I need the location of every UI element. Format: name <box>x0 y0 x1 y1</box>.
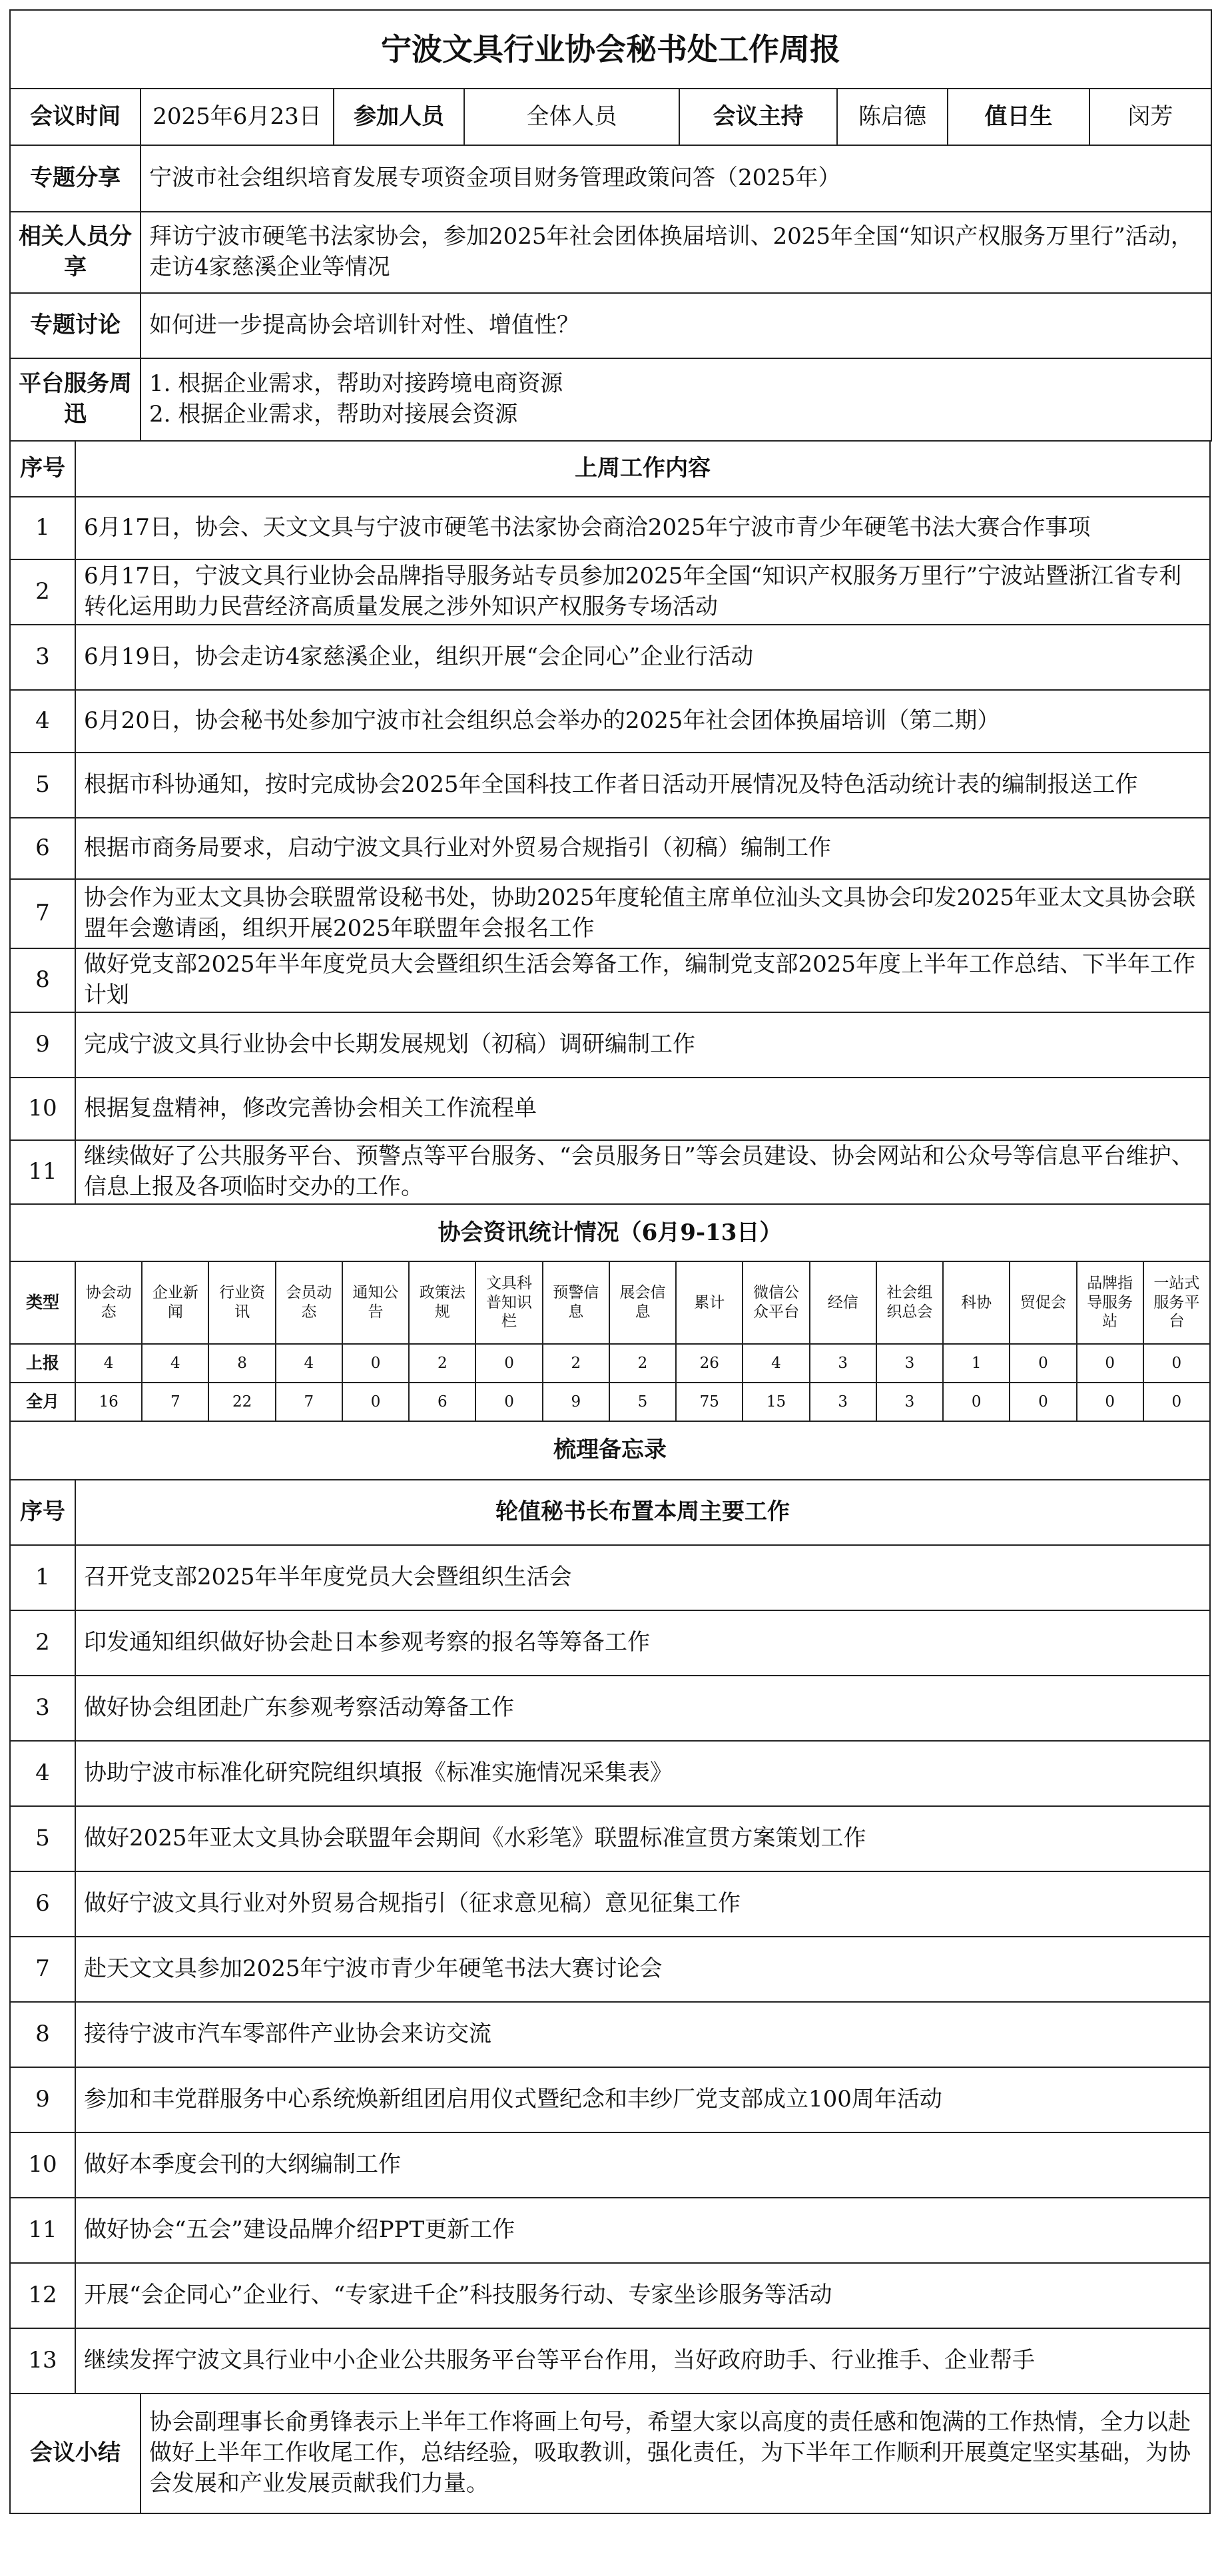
memo-row <box>10 1937 1210 2002</box>
stats-cell: 75 <box>676 1383 743 1421</box>
topic-discuss-value: 如何进一步提高协会培训针对性、增值性？ <box>141 293 1211 358</box>
last-week-row-text: 根据市科协通知，按时完成协会2025年全国科技工作者日活动开展情况及特色活动统计表的编制报送工作 <box>75 753 1210 818</box>
last-week-row <box>10 753 1210 818</box>
stats-row-label: 上报 <box>10 1344 75 1383</box>
last-week-row <box>10 1078 1210 1140</box>
stats-column-header: 展会信息 <box>609 1261 676 1344</box>
memo-row-number: 10 <box>10 2132 75 2198</box>
stats-cell: 0 <box>475 1383 542 1421</box>
stats-cell: 3 <box>810 1344 876 1383</box>
memo-row-number: 2 <box>10 1610 75 1676</box>
memo-table <box>9 1421 1211 2394</box>
weekly-report-sheet <box>9 9 1211 2514</box>
stats-cell: 0 <box>1143 1344 1210 1383</box>
header-table <box>9 9 1212 442</box>
memo-row-text: 召开党支部2025年半年度党员大会暨组织生活会 <box>75 1545 1210 1610</box>
duty-label: 值日生 <box>948 89 1089 145</box>
stats-cell: 0 <box>943 1383 1010 1421</box>
stats-title: 协会资讯统计情况（6月9-13日） <box>10 1204 1210 1261</box>
host-label: 会议主持 <box>679 89 837 145</box>
stats-column-header: 企业新闻 <box>142 1261 208 1344</box>
last-week-table <box>9 440 1211 1205</box>
stats-cell: 2 <box>609 1344 676 1383</box>
memo-row-text: 做好协会组团赴广东参观考察活动筹备工作 <box>75 1676 1210 1741</box>
memo-row <box>10 1545 1210 1610</box>
last-week-row-number: 5 <box>10 753 75 818</box>
memo-seq-header: 序号 <box>10 1480 75 1545</box>
last-week-row-number: 6 <box>10 818 75 879</box>
memo-row-number: 11 <box>10 2198 75 2263</box>
stats-cell: 0 <box>1010 1383 1076 1421</box>
stats-cell: 4 <box>142 1344 208 1383</box>
last-week-row-number: 9 <box>10 1012 75 1078</box>
stats-cell: 0 <box>475 1344 542 1383</box>
stats-column-header: 预警信息 <box>543 1261 609 1344</box>
memo-row-text: 赴天文文具参加2025年宁波市青少年硬笔书法大赛讨论会 <box>75 1937 1210 2002</box>
memo-row-text: 做好宁波文具行业对外贸易合规指引（征求意见稿）意见征集工作 <box>75 1871 1210 1937</box>
stats-cell: 7 <box>276 1383 342 1421</box>
stats-column-header: 通知公告 <box>342 1261 409 1344</box>
memo-row <box>10 2328 1210 2394</box>
stats-column-header: 品牌指导服务站 <box>1077 1261 1143 1344</box>
memo-row <box>10 1610 1210 1676</box>
stats-column-header: 贸促会 <box>1010 1261 1076 1344</box>
memo-row-number: 7 <box>10 1937 75 2002</box>
stats-cell: 26 <box>676 1344 743 1383</box>
stats-column-header: 行业资讯 <box>208 1261 275 1344</box>
last-week-row <box>10 948 1210 1012</box>
last-week-row <box>10 818 1210 879</box>
last-week-row-text: 6月20日，协会秘书处参加宁波市社会组织总会举办的2025年社会团体换届培训（第二期） <box>75 690 1210 753</box>
stats-row-label: 全月 <box>10 1383 75 1421</box>
stats-column-header: 微信公众平台 <box>743 1261 809 1344</box>
last-week-row <box>10 690 1210 753</box>
memo-row-number: 4 <box>10 1741 75 1806</box>
memo-row-number: 9 <box>10 2067 75 2132</box>
last-week-row-number: 4 <box>10 690 75 753</box>
staff-share-value: 拜访宁波市硬笔书法家协会，参加2025年社会团体换届培训、2025年全国“知识产权服务万里行”活动，走访4家慈溪企业等情况 <box>141 212 1211 293</box>
memo-row-number: 5 <box>10 1806 75 1871</box>
memo-row <box>10 1871 1210 1937</box>
stats-cell: 22 <box>208 1383 275 1421</box>
participants-value: 全体人员 <box>464 89 679 145</box>
memo-row-number: 12 <box>10 2263 75 2328</box>
memo-row <box>10 1741 1210 1806</box>
stats-cell: 16 <box>75 1383 142 1421</box>
stats-cell: 8 <box>208 1344 275 1383</box>
memo-row-text: 做好2025年亚太文具协会联盟年会期间《水彩笔》联盟标准宣贯方案策划工作 <box>75 1806 1210 1871</box>
memo-row-number: 3 <box>10 1676 75 1741</box>
last-week-row-text: 协会作为亚太文具协会联盟常设秘书处，协助2025年度轮值主席单位汕头文具协会印发2025年亚太文具协会联盟年会邀请函，组织开展2025年联盟年会报名工作 <box>75 879 1210 948</box>
stats-cell: 4 <box>75 1344 142 1383</box>
stats-column-header: 科协 <box>943 1261 1010 1344</box>
memo-row-text: 参加和丰党群服务中心系统焕新组团启用仪式暨纪念和丰纱厂党支部成立100周年活动 <box>75 2067 1210 2132</box>
stats-column-header: 会员动态 <box>276 1261 342 1344</box>
summary-table <box>9 2393 1211 2514</box>
last-week-seq-header: 序号 <box>10 441 75 497</box>
last-week-row-text: 根据复盘精神，修改完善协会相关工作流程单 <box>75 1078 1210 1140</box>
last-week-row <box>10 559 1210 625</box>
last-week-row <box>10 1012 1210 1078</box>
last-week-row-number: 10 <box>10 1078 75 1140</box>
topic-discuss-label: 专题讨论 <box>10 293 141 358</box>
memo-row <box>10 2067 1210 2132</box>
last-week-row <box>10 497 1210 559</box>
topic-share-value: 宁波市社会组织培育发展专项资金项目财务管理政策问答（2025年） <box>141 145 1211 212</box>
topic-share-label: 专题分享 <box>10 145 141 212</box>
memo-row-text: 做好本季度会刊的大纲编制工作 <box>75 2132 1210 2198</box>
last-week-header: 上周工作内容 <box>75 441 1210 497</box>
last-week-row-number: 7 <box>10 879 75 948</box>
stats-cell: 2 <box>543 1344 609 1383</box>
stats-table <box>9 1203 1211 1422</box>
stats-cell: 0 <box>1077 1383 1143 1421</box>
report-title: 宁波文具行业协会秘书处工作周报 <box>10 10 1211 89</box>
memo-row <box>10 1676 1210 1741</box>
stats-cell: 6 <box>409 1383 475 1421</box>
stats-cell: 15 <box>743 1383 809 1421</box>
stats-column-header: 协会动态 <box>75 1261 142 1344</box>
last-week-row-text: 6月19日，协会走访4家慈溪企业，组织开展“会企同心”企业行活动 <box>75 625 1210 690</box>
memo-row-text: 继续发挥宁波文具行业中小企业公共服务平台等平台作用，当好政府助手、行业推手、企业帮手 <box>75 2328 1210 2394</box>
last-week-row-text: 根据市商务局要求，启动宁波文具行业对外贸易合规指引（初稿）编制工作 <box>75 818 1210 879</box>
platform-service-item: 1. 根据企业需求，帮助对接跨境电商资源 <box>149 370 563 398</box>
duty-value: 闵芳 <box>1089 89 1211 145</box>
stats-cell: 4 <box>743 1344 809 1383</box>
memo-row <box>10 2002 1210 2067</box>
stats-cell: 3 <box>810 1383 876 1421</box>
platform-service-list <box>141 358 1211 441</box>
memo-row <box>10 2132 1210 2198</box>
stats-cell: 0 <box>342 1383 409 1421</box>
last-week-row-text: 6月17日，宁波文具行业协会品牌指导服务站专员参加2025年全国“知识产权服务万里行”宁波站暨浙江省专利转化运用助力民营经济高质量发展之涉外知识产权服务专场活动 <box>75 559 1210 625</box>
stats-cell: 4 <box>276 1344 342 1383</box>
memo-title: 梳理备忘录 <box>10 1421 1210 1480</box>
memo-row-number: 8 <box>10 2002 75 2067</box>
memo-row-text: 协助宁波市标准化研究院组织填报《标准实施情况采集表》 <box>75 1741 1210 1806</box>
stats-cell: 3 <box>876 1383 943 1421</box>
stats-cell: 0 <box>1143 1383 1210 1421</box>
stats-column-header: 经信 <box>810 1261 876 1344</box>
last-week-row-number: 1 <box>10 497 75 559</box>
stats-column-header: 政策法规 <box>409 1261 475 1344</box>
stats-type-label: 类型 <box>10 1261 75 1344</box>
participants-label: 参加人员 <box>334 89 464 145</box>
last-week-row-number: 11 <box>10 1140 75 1204</box>
memo-header: 轮值秘书长布置本周主要工作 <box>75 1480 1210 1545</box>
memo-row <box>10 2198 1210 2263</box>
meeting-time-label: 会议时间 <box>10 89 141 145</box>
staff-share-label: 相关人员分享 <box>10 212 141 293</box>
stats-column-header: 一站式服务平台 <box>1143 1261 1210 1344</box>
last-week-row-number: 2 <box>10 559 75 625</box>
last-week-row <box>10 879 1210 948</box>
stats-cell: 0 <box>1077 1344 1143 1383</box>
memo-row-text: 接待宁波市汽车零部件产业协会来访交流 <box>75 2002 1210 2067</box>
stats-cell: 0 <box>1010 1344 1076 1383</box>
last-week-row-text: 做好党支部2025年半年度党员大会暨组织生活会筹备工作，编制党支部2025年度上半年工作总结、下半年工作计划 <box>75 948 1210 1012</box>
summary-text: 协会副理事长俞勇锋表示上半年工作将画上句号，希望大家以高度的责任感和饱满的工作热情，全力以赴做好上半年工作收尾工作，总结经验，吸取教训，强化责任，为下半年工作顺利开展奠定坚实基础，为协会发展和产业发展贡献我们力量。 <box>141 2394 1210 2513</box>
stats-cell: 3 <box>876 1344 943 1383</box>
last-week-row-number: 3 <box>10 625 75 690</box>
memo-row-text: 印发通知组织做好协会赴日本参观考察的报名等筹备工作 <box>75 1610 1210 1676</box>
memo-row <box>10 2263 1210 2328</box>
memo-row-text: 开展“会企同心”企业行、“专家进千企”科技服务行动、专家坐诊服务等活动 <box>75 2263 1210 2328</box>
meeting-time-value: 2025年6月23日 <box>141 89 334 145</box>
summary-label: 会议小结 <box>10 2394 141 2513</box>
last-week-row-text: 完成宁波文具行业协会中长期发展规划（初稿）调研编制工作 <box>75 1012 1210 1078</box>
stats-cell: 1 <box>943 1344 1010 1383</box>
last-week-row-text: 继续做好了公共服务平台、预警点等平台服务、“会员服务日”等会员建设、协会网站和公众号等信息平台维护、信息上报及各项临时交办的工作。 <box>75 1140 1210 1204</box>
last-week-row <box>10 625 1210 690</box>
stats-cell: 9 <box>543 1383 609 1421</box>
platform-service-item: 2. 根据企业需求，帮助对接展会资源 <box>149 401 518 428</box>
stats-cell: 5 <box>609 1383 676 1421</box>
last-week-row-text: 6月17日，协会、天文文具与宁波市硬笔书法家协会商洽2025年宁波市青少年硬笔书法大赛合作事项 <box>75 497 1210 559</box>
last-week-row <box>10 1140 1210 1204</box>
stats-cell: 2 <box>409 1344 475 1383</box>
stats-column-header: 社会组织总会 <box>876 1261 943 1344</box>
memo-row-text: 做好协会“五会”建设品牌介绍PPT更新工作 <box>75 2198 1210 2263</box>
stats-column-header: 累计 <box>676 1261 743 1344</box>
memo-row-number: 6 <box>10 1871 75 1937</box>
stats-column-header: 文具科普知识栏 <box>475 1261 542 1344</box>
memo-row <box>10 1806 1210 1871</box>
stats-cell: 7 <box>142 1383 208 1421</box>
host-value: 陈启德 <box>837 89 948 145</box>
platform-service-label: 平台服务周迅 <box>10 358 141 441</box>
stats-cell: 0 <box>342 1344 409 1383</box>
memo-row-number: 1 <box>10 1545 75 1610</box>
memo-row-number: 13 <box>10 2328 75 2394</box>
last-week-row-number: 8 <box>10 948 75 1012</box>
